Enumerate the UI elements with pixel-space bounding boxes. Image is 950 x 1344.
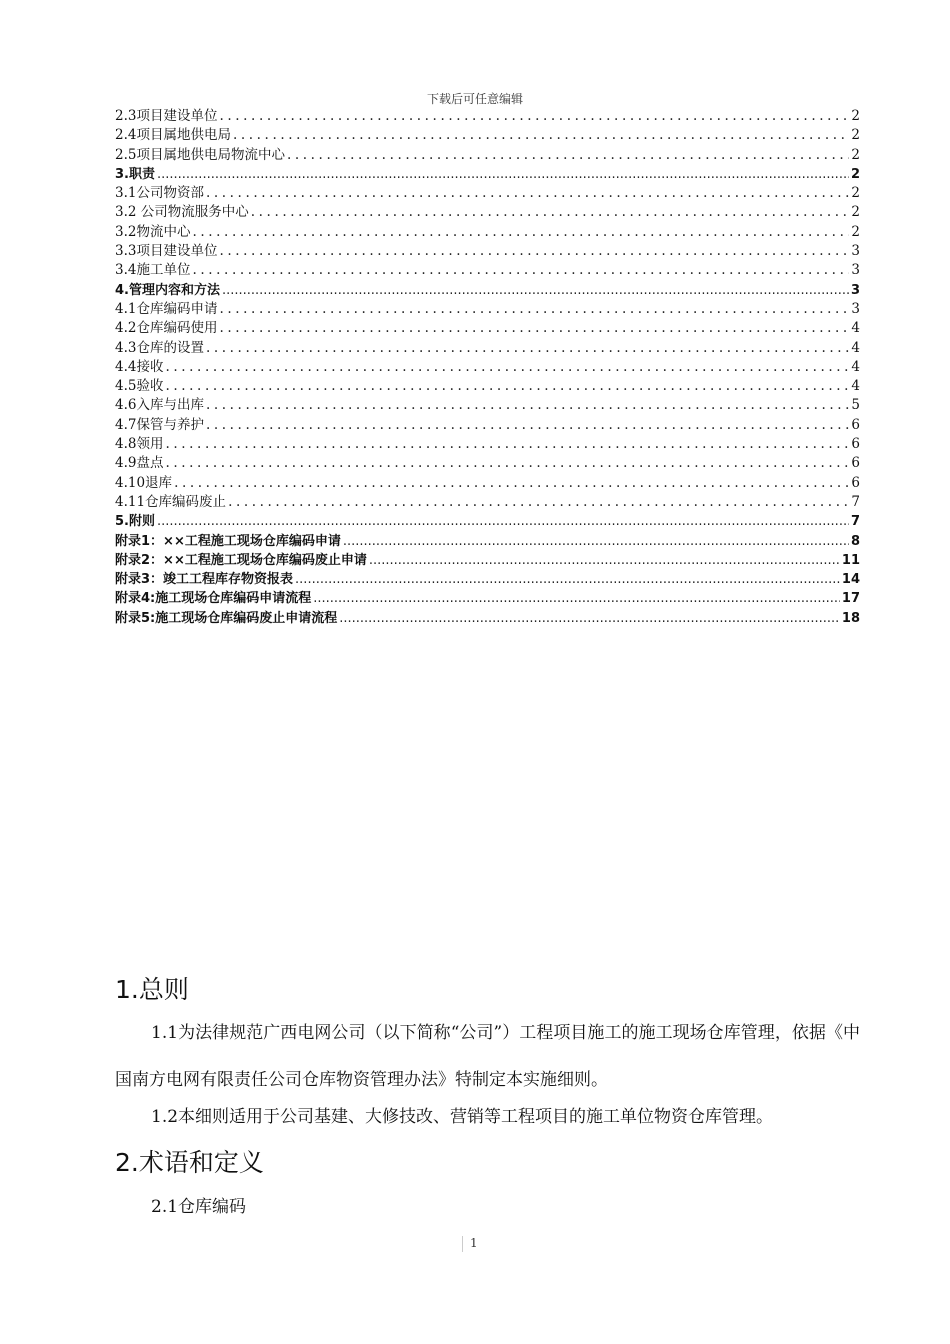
toc-entry-title: 4.5验收 xyxy=(115,378,164,395)
toc-entry[interactable] xyxy=(115,126,860,145)
toc-dot-leader xyxy=(219,107,849,126)
toc-dot-leader xyxy=(313,589,840,608)
toc-dot-leader xyxy=(165,435,849,454)
toc-entry-title: 2.3项目建设单位 xyxy=(115,108,218,124)
toc-entry-page: 7 xyxy=(851,493,860,510)
page-header: 下载后可任意编辑 xyxy=(426,92,523,106)
toc-dot-leader xyxy=(206,396,849,415)
toc-entry-title: 附录2：××工程施工现场仓库编码废止申请 xyxy=(115,552,367,568)
toc-entry[interactable] xyxy=(115,416,860,435)
toc-entry-title: 3.2物流中心 xyxy=(115,223,191,240)
toc-dot-leader xyxy=(219,300,849,319)
toc-dot-leader xyxy=(206,416,849,435)
toc-entry[interactable] xyxy=(115,300,860,319)
toc-entry[interactable] xyxy=(115,435,860,454)
toc-entry-page: 6 xyxy=(851,474,860,491)
toc-dot-leader xyxy=(369,551,840,570)
footer-divider xyxy=(462,1236,463,1252)
toc-entry[interactable] xyxy=(115,319,860,338)
toc-entry[interactable] xyxy=(115,146,860,165)
toc-entry-title: 4.3仓库的设置 xyxy=(115,339,204,356)
toc-entry-page: 4 xyxy=(851,378,860,395)
toc-entry-page: 2 xyxy=(850,166,860,182)
toc-entry-title: 4.8领用 xyxy=(115,436,164,453)
toc-entry[interactable] xyxy=(115,454,860,473)
toc-entry[interactable] xyxy=(115,396,860,415)
toc-entry-title: 4.9盘点 xyxy=(115,455,164,472)
toc-dot-leader xyxy=(343,532,849,551)
toc-dot-leader xyxy=(206,184,849,203)
toc-dot-leader xyxy=(251,203,850,222)
toc-entry-title: 附录1：××工程施工现场仓库编码申请 xyxy=(115,533,341,549)
toc-entry-page: 2 xyxy=(851,204,860,221)
toc-entry[interactable] xyxy=(115,203,860,222)
toc-entry-title: 3.3项目建设单位 xyxy=(115,243,218,260)
toc-entry-title: 4.11仓库编码废止 xyxy=(115,493,227,510)
toc-entry[interactable] xyxy=(115,589,860,608)
paragraph-1-1: 1.1为法律规范广西电网公司（以下简称“公司”）工程项目施工的施工现场仓库管理，依据《中国南方电网有限责任公司仓库物资管理办法》特制定本实施细则。 xyxy=(115,1023,860,1090)
toc-entry-title: 3.2 公司物流服务中心 xyxy=(115,204,249,221)
toc-entry-title: 附录3：竣工工程库存物资报表 xyxy=(115,572,294,588)
toc-entry-page: 8 xyxy=(850,533,860,549)
toc-entry-title: 4.1仓库编码申请 xyxy=(115,300,218,317)
toc-entry[interactable] xyxy=(115,532,860,551)
toc-entry-title: 2.5项目属地供电局物流中心 xyxy=(115,146,285,163)
toc-dot-leader xyxy=(165,454,849,473)
toc-entry[interactable] xyxy=(115,358,860,377)
toc-entry-title: 4.6入库与出库 xyxy=(115,397,204,414)
toc-dot-leader xyxy=(165,377,849,396)
toc-entry-page: 4 xyxy=(851,358,860,375)
toc-dot-leader xyxy=(165,358,849,377)
toc-entry[interactable] xyxy=(115,493,860,512)
toc-dot-leader xyxy=(295,570,840,589)
toc-dot-leader xyxy=(192,223,849,242)
toc-entry-page: 2 xyxy=(851,185,860,202)
toc-entry-page: 18 xyxy=(841,610,860,626)
toc-entry-page: 3 xyxy=(851,262,860,279)
toc-dot-leader xyxy=(287,146,849,165)
paragraph-1-2: 1.2本细则适用于公司基建、大修技改、营销等工程项目的施工单位物资仓库管理。 xyxy=(151,1107,774,1127)
section-heading-general: 1.总则 xyxy=(115,975,189,1004)
toc-entry[interactable] xyxy=(115,184,860,203)
toc-entry-title: 3.1公司物资部 xyxy=(115,185,204,202)
toc-entry-page: 6 xyxy=(851,455,860,472)
toc-entry[interactable] xyxy=(115,339,860,358)
toc-entry[interactable] xyxy=(115,377,860,396)
toc-entry[interactable] xyxy=(115,242,860,261)
toc-entry[interactable] xyxy=(115,474,860,493)
toc-entry-title: 3.职责 xyxy=(115,166,155,182)
table-of-contents xyxy=(115,107,860,628)
toc-entry[interactable] xyxy=(115,551,860,570)
toc-entry-title: 4.10退库 xyxy=(115,474,173,491)
toc-dot-leader xyxy=(228,493,849,512)
toc-entry-page: 2 xyxy=(851,146,860,163)
toc-dot-leader xyxy=(233,126,849,145)
toc-entry-page: 2 xyxy=(851,223,860,240)
toc-entry-title: 附录5:施工现场仓库编码废止申请流程 xyxy=(115,610,338,626)
toc-entry[interactable] xyxy=(115,512,860,531)
toc-entry-page: 3 xyxy=(850,282,860,298)
toc-entry[interactable] xyxy=(115,609,860,628)
toc-entry-title: 5.附则 xyxy=(115,514,155,530)
toc-dot-leader xyxy=(206,339,849,358)
toc-entry[interactable] xyxy=(115,281,860,300)
toc-entry-title: 3.4施工单位 xyxy=(115,262,191,279)
toc-entry[interactable] xyxy=(115,261,860,280)
toc-entry-title: 4.4接收 xyxy=(115,358,164,375)
toc-entry[interactable] xyxy=(115,107,860,126)
toc-entry-page: 2 xyxy=(851,108,860,124)
toc-entry-page: 4 xyxy=(851,320,860,337)
toc-dot-leader xyxy=(219,242,849,261)
toc-dot-leader xyxy=(174,474,849,493)
toc-dot-leader xyxy=(192,261,849,280)
toc-entry-title: 4.管理内容和方法 xyxy=(115,282,220,298)
toc-entry-page: 3 xyxy=(851,243,860,260)
toc-entry[interactable] xyxy=(115,165,860,184)
toc-entry-title: 4.7保管与养护 xyxy=(115,416,204,433)
subsection-2-1: 2.1仓库编码 xyxy=(151,1197,247,1217)
toc-entry[interactable] xyxy=(115,223,860,242)
toc-entry-page: 6 xyxy=(851,416,860,433)
toc-entry-title: 附录4:施工现场仓库编码申请流程 xyxy=(115,591,312,607)
toc-entry-title: 2.4项目属地供电局 xyxy=(115,127,231,144)
toc-entry-page: 6 xyxy=(851,436,860,453)
page-number: 1 xyxy=(470,1236,478,1250)
toc-dot-leader xyxy=(157,165,849,184)
toc-entry-page: 17 xyxy=(841,591,860,607)
toc-entry-title: 4.2仓库编码使用 xyxy=(115,320,218,337)
toc-dot-leader xyxy=(222,281,849,300)
toc-entry-page: 7 xyxy=(850,514,860,530)
toc-entry-page: 5 xyxy=(851,397,860,414)
section-heading-terms: 2.术语和定义 xyxy=(115,1148,264,1177)
toc-dot-leader xyxy=(157,512,849,531)
toc-entry-page: 14 xyxy=(841,572,860,588)
toc-entry-page: 3 xyxy=(851,300,860,317)
toc-dot-leader xyxy=(339,609,840,628)
toc-entry-page: 11 xyxy=(841,552,860,568)
toc-entry[interactable] xyxy=(115,570,860,589)
toc-dot-leader xyxy=(219,319,849,338)
toc-entry-page: 2 xyxy=(851,127,860,144)
toc-entry-page: 4 xyxy=(851,339,860,356)
